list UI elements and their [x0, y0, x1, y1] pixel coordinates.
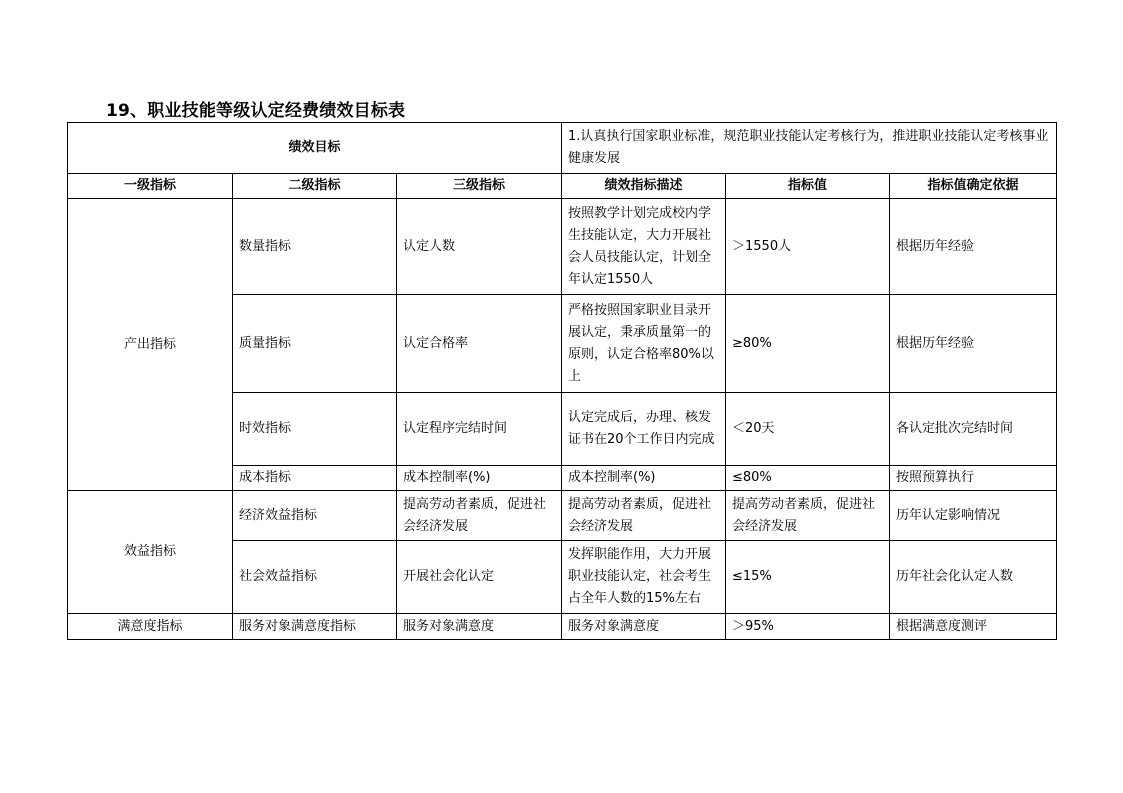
level3-cell: 提高劳动者素质，促进社会经济发展 [397, 491, 562, 541]
basis-cell: 各认定批次完结时间 [890, 393, 1057, 466]
goal-text: 1.认真执行国家职业标准，规范职业技能认定考核行为，推进职业技能认定考核事业健康发展 [562, 123, 1057, 174]
header-description: 绩效指标描述 [562, 174, 726, 199]
value-cell: ＞1550人 [726, 199, 890, 295]
level2-cell: 服务对象满意度指标 [233, 614, 397, 640]
description-cell: 提高劳动者素质，促进社会经济发展 [562, 491, 726, 541]
level2-cell: 社会效益指标 [233, 541, 397, 614]
value-cell: ≤80% [726, 466, 890, 491]
table-row [68, 614, 1057, 640]
value-cell: ≥80% [726, 295, 890, 393]
table-row [68, 491, 1057, 541]
level2-cell: 成本指标 [233, 466, 397, 491]
level2-cell: 质量指标 [233, 295, 397, 393]
description-cell: 服务对象满意度 [562, 614, 726, 640]
goal-row [68, 123, 1057, 174]
header-value: 指标值 [726, 174, 890, 199]
level3-cell: 开展社会化认定 [397, 541, 562, 614]
goal-label: 绩效目标 [68, 123, 562, 174]
level3-cell: 成本控制率(%) [397, 466, 562, 491]
table-row [68, 199, 1057, 295]
level3-cell: 认定程序完结时间 [397, 393, 562, 466]
level2-cell: 经济效益指标 [233, 491, 397, 541]
header-level2: 二级指标 [233, 174, 397, 199]
level1-benefit: 效益指标 [68, 491, 233, 614]
header-level1: 一级指标 [68, 174, 233, 199]
level3-cell: 服务对象满意度 [397, 614, 562, 640]
header-row [68, 174, 1057, 199]
level2-cell: 数量指标 [233, 199, 397, 295]
basis-cell: 根据历年经验 [890, 295, 1057, 393]
header-basis: 指标值确定依据 [890, 174, 1057, 199]
value-cell: 提高劳动者素质，促进社会经济发展 [726, 491, 890, 541]
basis-cell: 按照预算执行 [890, 466, 1057, 491]
description-cell: 严格按照国家职业目录开展认定，秉承质量第一的原则，认定合格率80%以上 [562, 295, 726, 393]
basis-cell: 根据历年经验 [890, 199, 1057, 295]
value-cell: ＞95% [726, 614, 890, 640]
value-cell: ≤15% [726, 541, 890, 614]
basis-cell: 根据满意度测评 [890, 614, 1057, 640]
description-cell: 认定完成后，办理、核发证书在20个工作日内完成 [562, 393, 726, 466]
basis-cell: 历年认定影响情况 [890, 491, 1057, 541]
description-cell: 成本控制率(%) [562, 466, 726, 491]
basis-cell: 历年社会化认定人数 [890, 541, 1057, 614]
page-title: 19、职业技能等级认定经费绩效目标表 [106, 101, 406, 121]
description-cell: 发挥职能作用，大力开展职业技能认定，社会考生占全年人数的15%左右 [562, 541, 726, 614]
level1-satisfaction: 满意度指标 [68, 614, 233, 640]
description-cell: 按照教学计划完成校内学生技能认定，大力开展社会人员技能认定，计划全年认定1550人 [562, 199, 726, 295]
level1-output: 产出指标 [68, 199, 233, 491]
value-cell: ＜20天 [726, 393, 890, 466]
performance-goal-table [67, 122, 1057, 640]
header-level3: 三级指标 [397, 174, 562, 199]
level3-cell: 认定合格率 [397, 295, 562, 393]
level3-cell: 认定人数 [397, 199, 562, 295]
level2-cell: 时效指标 [233, 393, 397, 466]
